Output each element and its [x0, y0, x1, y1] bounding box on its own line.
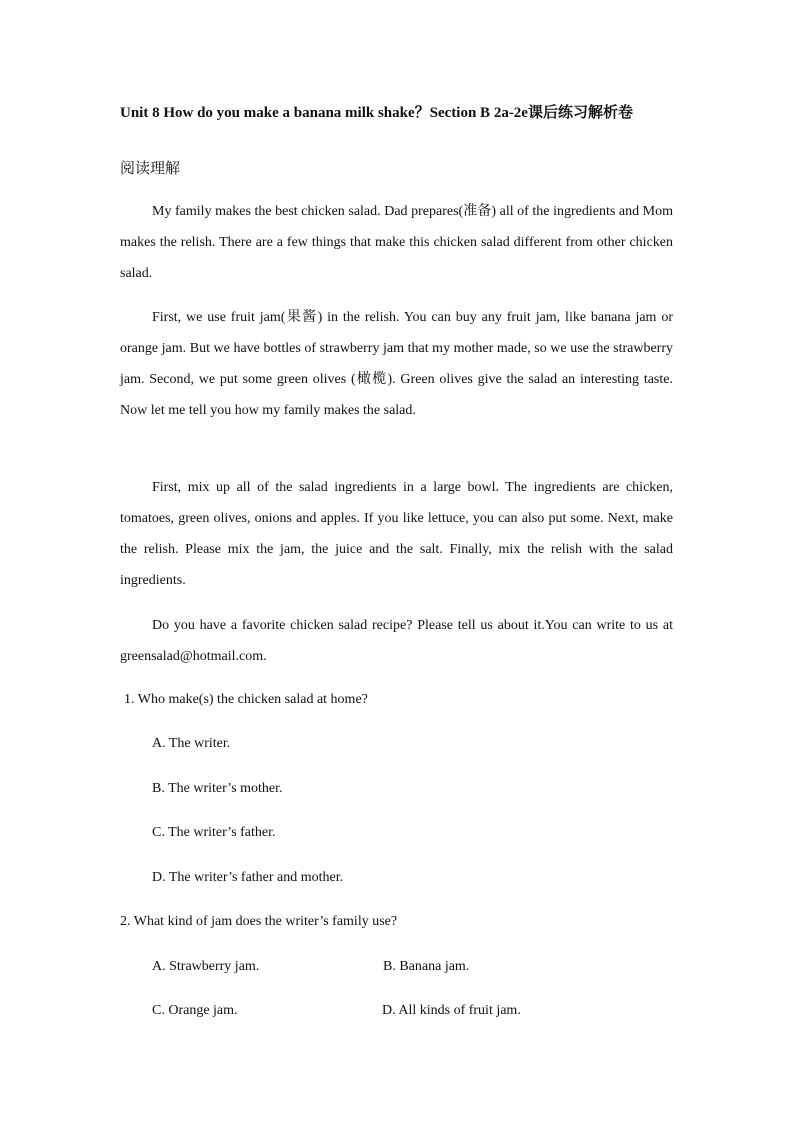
page-title: Unit 8 How do you make a banana milk shake？Section B 2a-2e课后练习解析卷	[120, 105, 633, 121]
passage-paragraph-1: My family makes the best chicken salad. Dad prepares(准备) all of the ingredients and Mom makes the relish. There are a few things that make this chicken salad different from other chicken salad.	[120, 204, 673, 281]
question-2-stem: 2. What kind of jam does the writer’s family use?	[120, 914, 398, 929]
question-1-option-b: B. The writer’s mother.	[152, 781, 283, 796]
passage-paragraph-4: Do you have a favorite chicken salad recipe? Please tell us about it.You can write to us at greensalad@hotmail.com.	[120, 618, 673, 664]
question-1-option-c: C. The writer’s father.	[152, 825, 276, 840]
question-2-option-d: D. All kinds of fruit jam.	[382, 1003, 521, 1018]
passage-paragraph-3: First, mix up all of the salad ingredients in a large bowl. The ingredients are chicken, tomatoes, green olives, onions and apples. If you like lettuce, you can also put some. Next, make the relish. Please mix the jam, the juice and the salt. Finally, mix the relish with the salad ingredients.	[120, 480, 673, 588]
question-1-option-a: A. The writer.	[152, 736, 231, 751]
question-2-option-c: C. Orange jam.	[152, 1003, 238, 1018]
question-2-option-b: B. Banana jam.	[383, 959, 470, 974]
question-1-stem: 1. Who make(s) the chicken salad at home?	[124, 692, 368, 707]
question-1-option-d: D. The writer’s father and mother.	[152, 870, 344, 885]
section-heading-reading: 阅读理解	[120, 159, 181, 177]
passage-paragraph-2: First, we use fruit jam(果酱) in the relish. You can buy any fruit jam, like banana jam or orange jam. But we have bottles of strawberry jam that my mother made, so we use the strawberry jam. Second, we put some green olives (橄榄). Green olives give the salad an interesting taste. Now let me tell you how my family makes the salad.	[120, 310, 673, 418]
question-2-option-a: A. Strawberry jam.	[152, 959, 260, 974]
